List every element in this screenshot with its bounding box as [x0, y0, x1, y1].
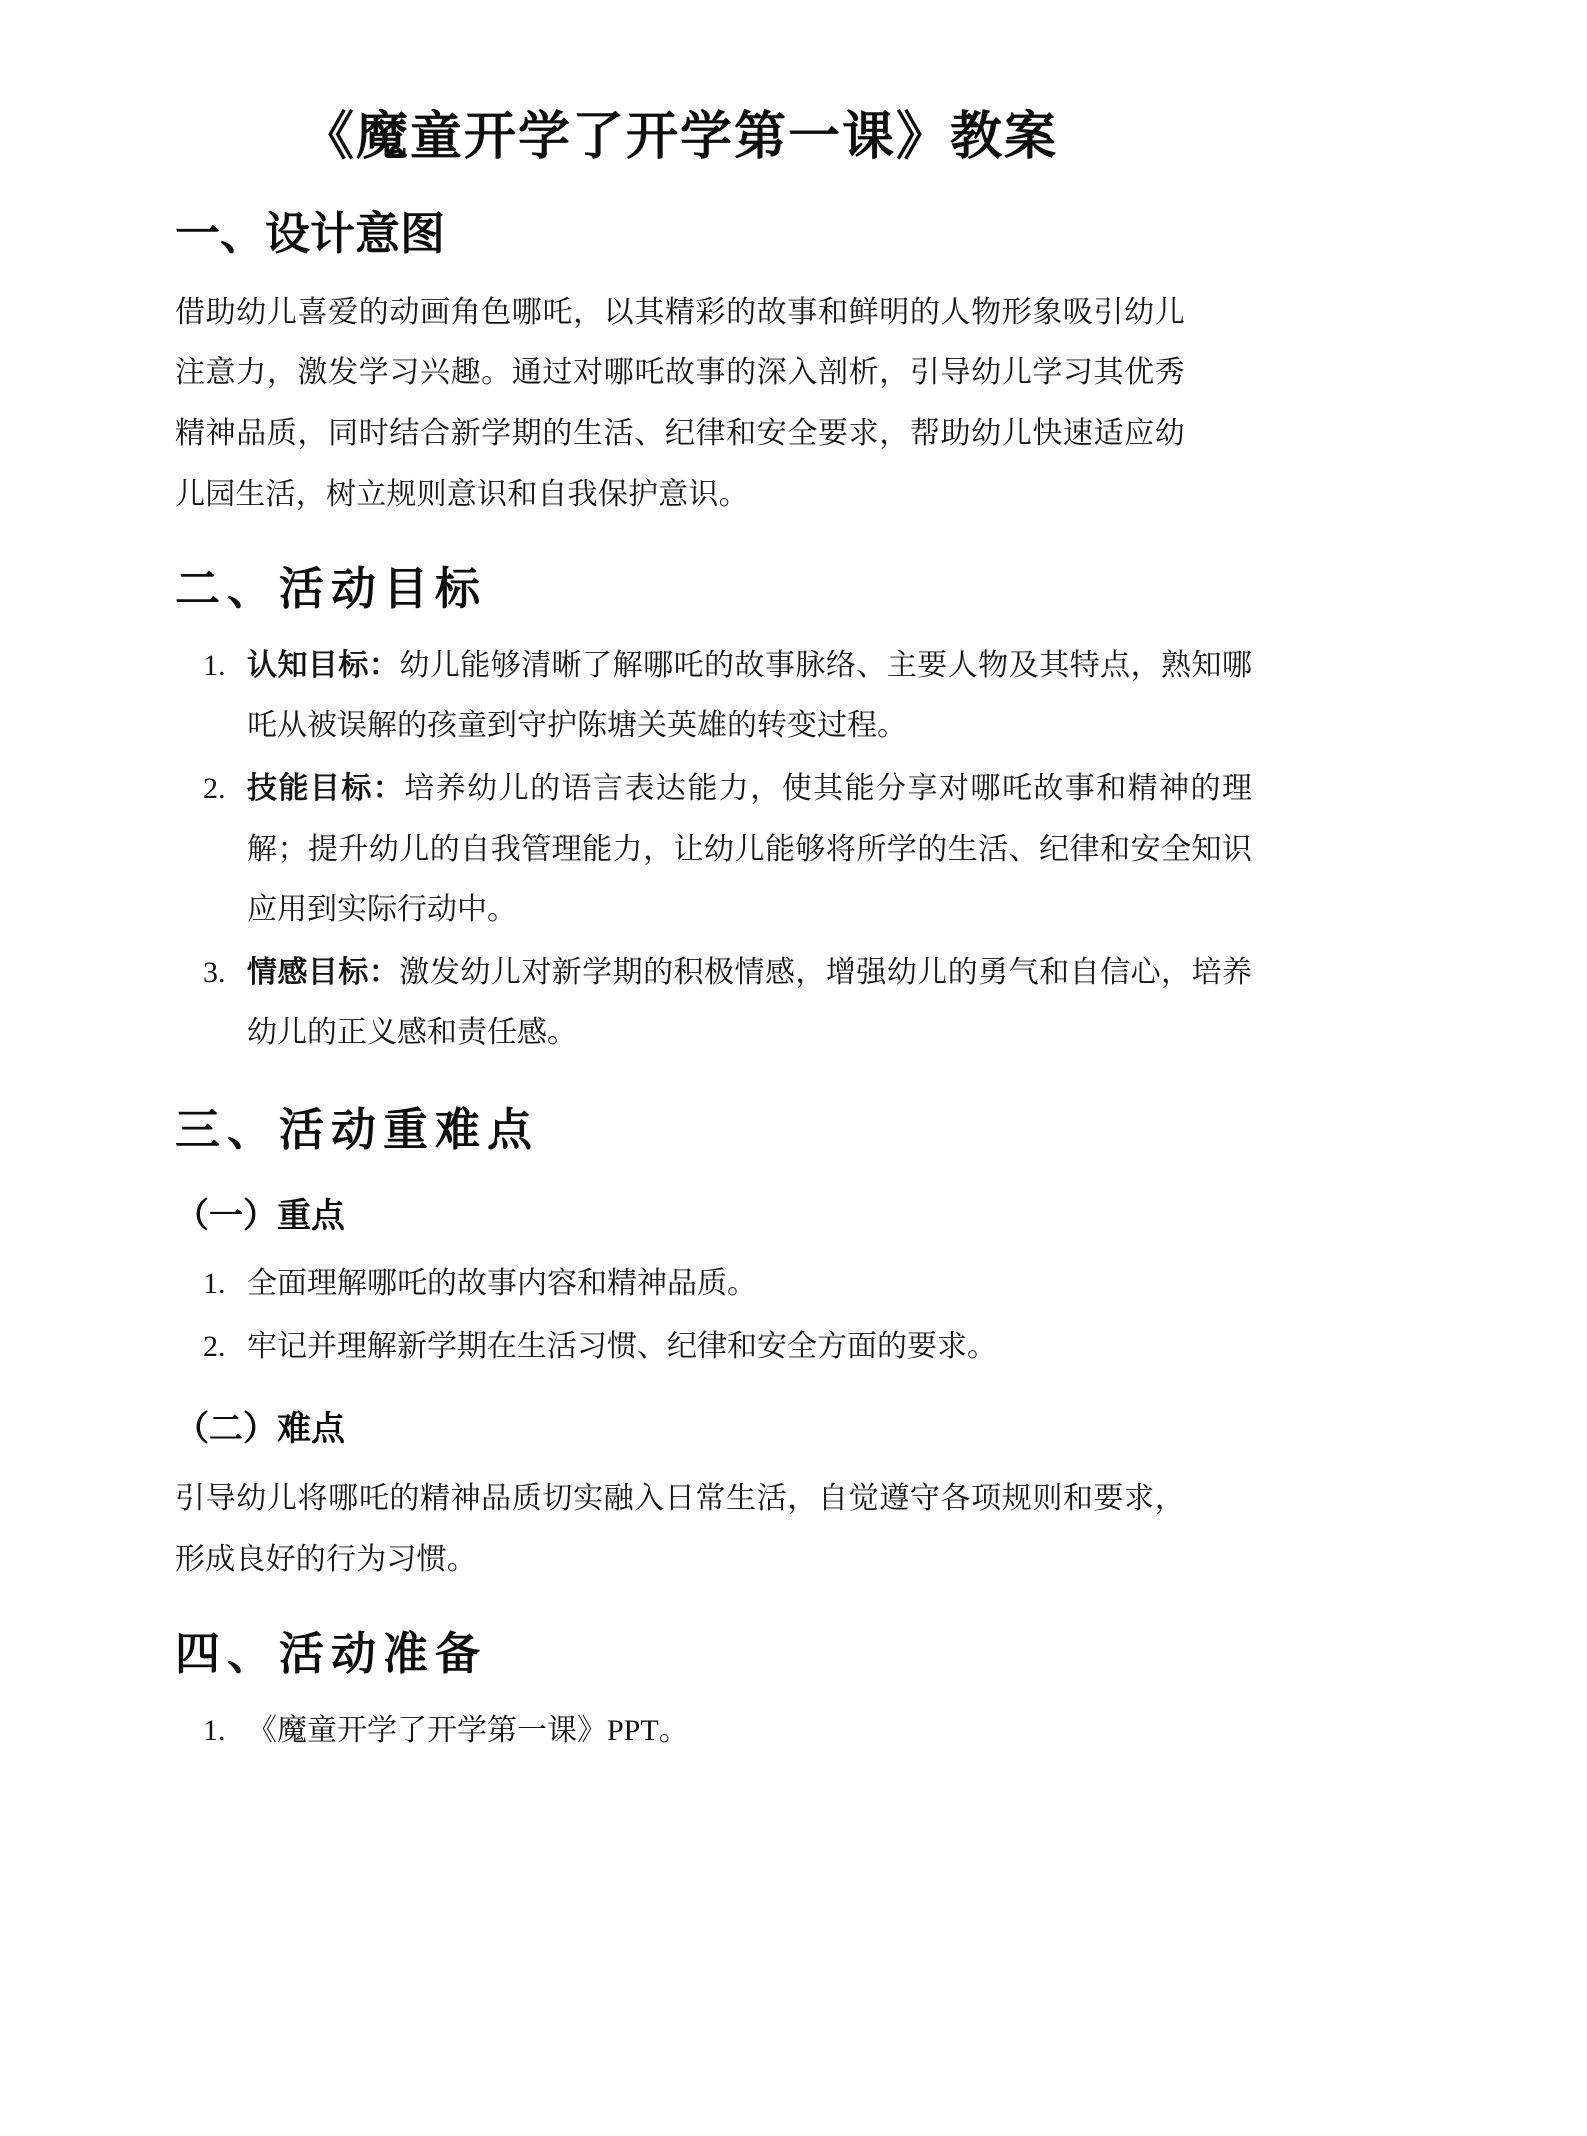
- key-point-text-1: 全面理解哪吒的故事内容和精神品质。: [247, 1267, 757, 1301]
- list-item: [175, 759, 1252, 941]
- goal-label-skill: 技能目标：: [247, 772, 405, 806]
- preparation-list: [175, 1691, 1185, 1762]
- goal-text-cognitive: 幼儿能够清晰了解哪吒的故事脉络、主要人物及其特点，熟知哪吒从被误解的孩童到守护陈塘关英雄的转变过程。: [247, 648, 1252, 743]
- document-body: [175, 0, 1253, 1764]
- section-heading-activity-preparation: 四、活动准备: [175, 1629, 488, 1680]
- subsection-heading-difficult-points: （二）难点: [175, 1410, 345, 1448]
- page-title: 《魔童开学了开学第一课》教案: [301, 109, 1058, 166]
- section-heading-design-intent: 一、设计意图: [175, 209, 446, 259]
- list-item: [175, 943, 1252, 1064]
- goal-label-cognitive: 认知目标：: [247, 648, 400, 682]
- list-item: [175, 1701, 1207, 1762]
- paragraph-difficult-points: 引导幼儿将哪吒的精神品质切实融入日常生活，自觉遵守各项规则和要求，形成良好的行为习惯。: [175, 1482, 1185, 1576]
- list-item: [175, 636, 1252, 757]
- list-item: [175, 1317, 1207, 1378]
- goal-list: [175, 626, 1253, 1064]
- key-point-text-2: 牢记并理解新学期在生活习惯、纪律和安全方面的要求。: [247, 1329, 997, 1363]
- list-item: [175, 1254, 1207, 1315]
- paragraph-design-intent: 借助幼儿喜爱的动画角色哪吒，以其精彩的故事和鲜明的人物形象吸引幼儿注意力，激发学习兴趣。通过对哪吒故事的深入剖析，引导幼儿学习其优秀精神品质，同时结合新学期的生活、纪律和安全要求，帮助幼儿快速适应幼儿园生活，树立规则意识和自我保护意识。: [175, 295, 1185, 511]
- preparation-text-1: 《魔童开学了开学第一课》PPT。: [247, 1714, 689, 1748]
- section-heading-key-difficult-points: 三、活动重难点: [175, 1105, 540, 1156]
- goal-label-emotional: 情感目标：: [247, 955, 400, 989]
- subsection-heading-key-points: （一）重点: [175, 1197, 345, 1235]
- goal-text-emotional: 激发幼儿对新学期的积极情感，增强幼儿的勇气和自信心，培养幼儿的正义感和责任感。: [247, 955, 1252, 1050]
- key-points-list: [175, 1244, 1185, 1377]
- section-heading-activity-goals: 二、活动目标: [175, 564, 488, 615]
- goal-text-skill: 培养幼儿的语言表达能力，使其能分享对哪吒故事和精神的理解；提升幼儿的自我管理能力，让幼儿能够将所学的生活、纪律和安全知识应用到实际行动中。: [247, 772, 1253, 927]
